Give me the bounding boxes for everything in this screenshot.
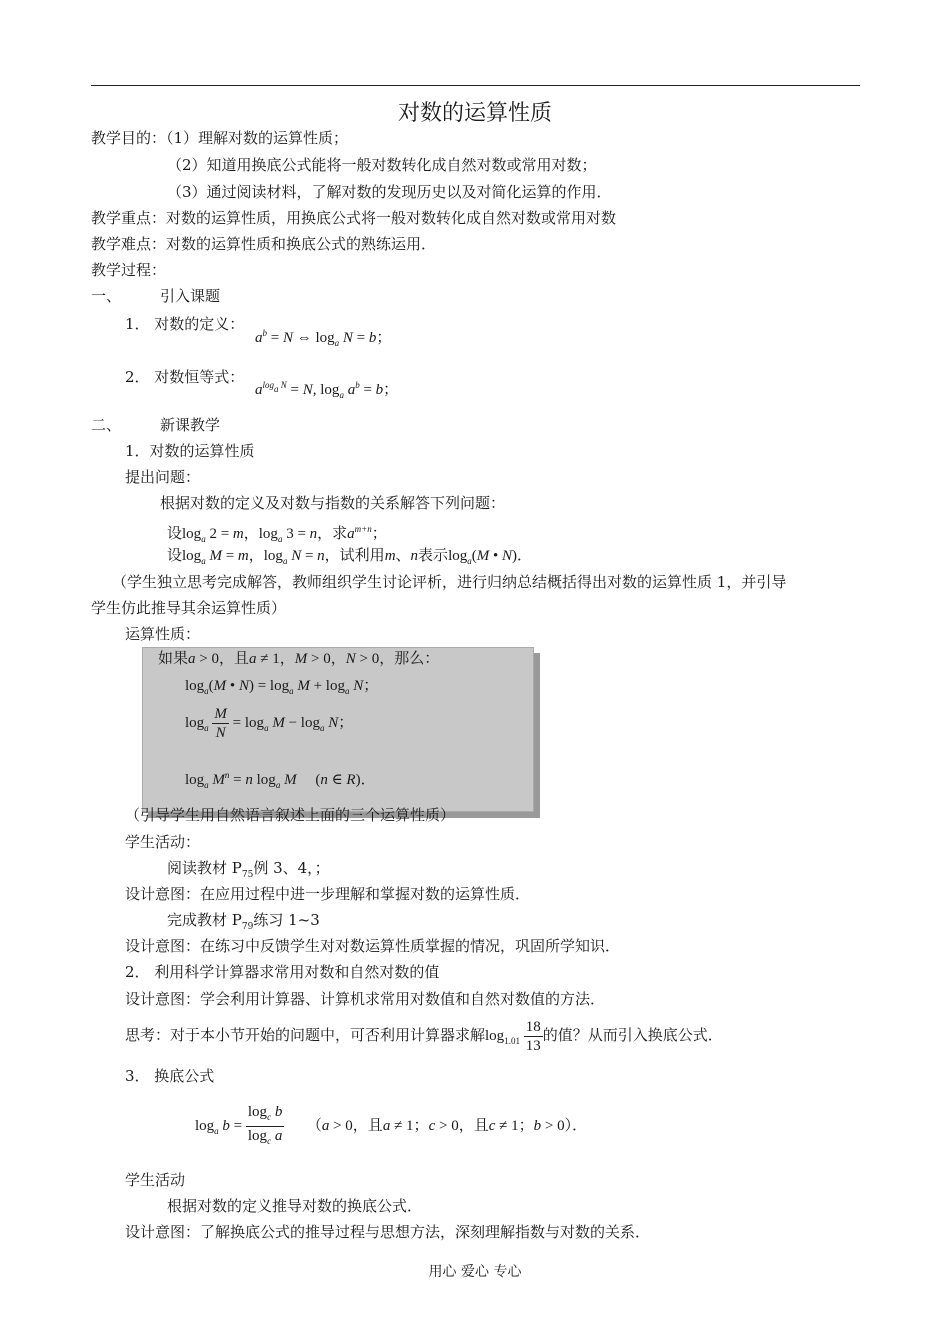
- header-rule: [91, 85, 860, 86]
- practice-page: 79: [241, 922, 254, 932]
- formula-semi: ；: [413, 1117, 429, 1134]
- math-expr: $\log_a 2 = m$: [182, 526, 244, 544]
- section-2-number: 二、: [91, 416, 122, 434]
- think-question: [125, 1015, 723, 1061]
- process-label: 教学过程：: [91, 261, 167, 279]
- math-expr: a > 0: [188, 651, 219, 667]
- section-2-title: 新课教学: [160, 416, 221, 434]
- difficulties: 教学难点：对数的运算性质和换底公式的熟练运用．: [91, 235, 437, 253]
- identity-formula: $a^{log_a N} = N$, $\log_a a^b = b$；: [255, 380, 399, 400]
- page-title: 对数的运算性质: [397, 101, 552, 126]
- math-expr: $\log_a(M$ • N): [448, 548, 518, 566]
- property-1-end: ；: [363, 678, 379, 694]
- q2-var-m: m: [384, 548, 396, 564]
- fraction-denominator: 13: [525, 1038, 541, 1055]
- formula-and: ，且: [352, 1117, 383, 1134]
- math-expr: $\log_a M = m$: [182, 548, 249, 566]
- subsection-2: 2． 利用科学计算器求常用对数和自然对数的值: [125, 963, 440, 981]
- property-3-formula: $\log_a M^n = n$ $\log_a M$ (n ∈ R)．: [185, 770, 376, 790]
- math-expr: $\log_a 3 = n$: [258, 526, 318, 544]
- math-expr: N > 0: [345, 651, 380, 667]
- practice-prefix: 完成教材 P: [167, 911, 242, 929]
- properties-condition: [158, 648, 439, 669]
- math-expr: $a^{m+n}$: [347, 524, 372, 542]
- design-intent-3: 设计意图：学会利用计算器、计算机求常用对数值和自然对数值的方法．: [125, 990, 606, 1008]
- note-1-line-1: （学生独立思考完成解答，教师组织学生讨论评析，进行归纳总结概括得出对数的运算性质 1，并引导: [112, 573, 787, 591]
- design-intent-2: 设计意图：在练习中反馈学生对对数运算性质掌握的情况，巩固所学知识．: [125, 937, 621, 955]
- properties-label: 运算性质：: [125, 625, 201, 643]
- formula-close: ）．: [564, 1117, 588, 1134]
- q2-prefix: 设: [167, 546, 183, 564]
- identity-label: 2． 对数恒等式：: [125, 368, 245, 386]
- q2-express: 表示: [418, 546, 449, 564]
- property-1-formula: $\log_a(M$ • $N) = \log_a M + \log_a N$；: [185, 678, 379, 696]
- condition-then: ，那么：: [379, 649, 440, 667]
- subsection-3: 3． 换底公式: [125, 1067, 215, 1085]
- practice-task: [167, 910, 320, 937]
- objectives-line-1: [91, 128, 348, 148]
- condition-sep: ，: [279, 649, 295, 667]
- reading-prefix: 阅读教材 P: [167, 859, 242, 877]
- reading-task: [167, 858, 330, 885]
- property-2-formula: $\log_a$ $\frac{M}{N}$ = $\log_a M - \log_a N$；: [185, 706, 354, 742]
- design-intent-4: 设计意图：了解换底公式的推导过程与思想方法，深刻理解指数与对数的关系．: [125, 1223, 651, 1241]
- change-of-base-formula: $\log_a b$ = $\frac{\log_c b}{\log_c a}$ （a > 0，且a ≠ 1；c > 0，且c ≠ 1；b > 0）．: [195, 1103, 587, 1151]
- question-label: 提出问题：: [125, 468, 201, 486]
- property-2-end: ；: [338, 715, 354, 731]
- q2-end: ．: [517, 546, 533, 564]
- objective-item: （2）知道用换底公式能将一般对数转化成自然对数或常用对数；: [167, 156, 597, 174]
- section-1-number: 一、: [91, 287, 122, 305]
- log-base: 1.01: [504, 1036, 520, 1046]
- activity-2-label: 学生活动: [125, 1171, 186, 1189]
- formula-semi: ；: [518, 1117, 534, 1134]
- objective-item: （3）通过阅读材料，了解对数的发现历史以及对简化运算的作用．: [167, 183, 612, 201]
- question-intro: 根据对数的定义及对数与指数的关系解答下列问题：: [160, 494, 506, 512]
- reading-suffix: 例 3、4，；: [253, 859, 330, 877]
- activity-label: 学生活动：: [125, 833, 201, 851]
- key-points: 教学重点：对数的运算性质，用换底公式将一般对数转化成自然对数或常用对数: [91, 209, 617, 227]
- subsection-1: 1．对数的运算性质: [125, 442, 255, 460]
- fraction: $\frac{M}{N}$: [214, 706, 227, 742]
- objectives-label: 教学目的：: [91, 129, 167, 147]
- definition-formula: $a^b = N$ ⇔ $\log_a N = b$；: [255, 328, 392, 348]
- q2-var-n: n: [410, 548, 419, 564]
- math-expr: M > 0: [294, 651, 331, 667]
- q1-sep: ，: [243, 524, 259, 542]
- formula-open: （: [306, 1117, 322, 1134]
- page-footer: 用心 爱心 专心: [428, 1264, 522, 1280]
- condition-and: ，且: [218, 649, 249, 667]
- fraction-numerator: 18: [525, 1019, 541, 1036]
- section-1-title: 引入课题: [160, 287, 221, 305]
- think-prefix: 思考：对于本小节开始的问题中，可否利用计算器求解: [125, 1026, 486, 1044]
- fraction: [524, 1018, 543, 1055]
- derive-task: 根据对数的定义推导对数的换底公式．: [167, 1197, 423, 1215]
- q1-prefix: 设: [167, 524, 183, 542]
- q2-sep2: 、: [395, 546, 411, 564]
- question-2: [167, 545, 532, 571]
- math-expr: $\log_a N = n$: [263, 548, 325, 566]
- condition-prefix: 如果: [158, 649, 189, 667]
- q1-ask: ，求: [317, 524, 348, 542]
- practice-suffix: 练习 1~3: [253, 911, 320, 929]
- q1-end: ；: [371, 524, 387, 542]
- condition-sep: ，: [330, 649, 346, 667]
- objective-item: （1）理解对数的运算性质；: [166, 129, 349, 147]
- q2-sep: ，: [248, 546, 264, 564]
- fraction: $\frac{\log_c b}{\log_c a}$: [247, 1104, 283, 1146]
- reading-page: 75: [241, 870, 254, 880]
- definition-label: 1． 对数的定义：: [125, 315, 245, 333]
- design-intent-1: 设计意图：在应用过程中进一步理解和掌握对数的运算性质．: [125, 885, 531, 903]
- note-1-line-2: 学生仿此推导其余运算性质）: [91, 599, 287, 617]
- math-expr: $\log_{1.01}$ $\frac{18}{13}$: [485, 1019, 541, 1055]
- property-3-end: ．: [360, 772, 376, 788]
- note-2: （引导学生用自然语言叙述上面的三个运算性质）: [125, 806, 456, 824]
- math-expr: a ≠ 1: [249, 651, 280, 667]
- formula-and: ，且: [458, 1117, 489, 1134]
- think-suffix: 的值？从而引入换底公式．: [542, 1026, 723, 1044]
- q2-use: ，试利用: [324, 546, 385, 564]
